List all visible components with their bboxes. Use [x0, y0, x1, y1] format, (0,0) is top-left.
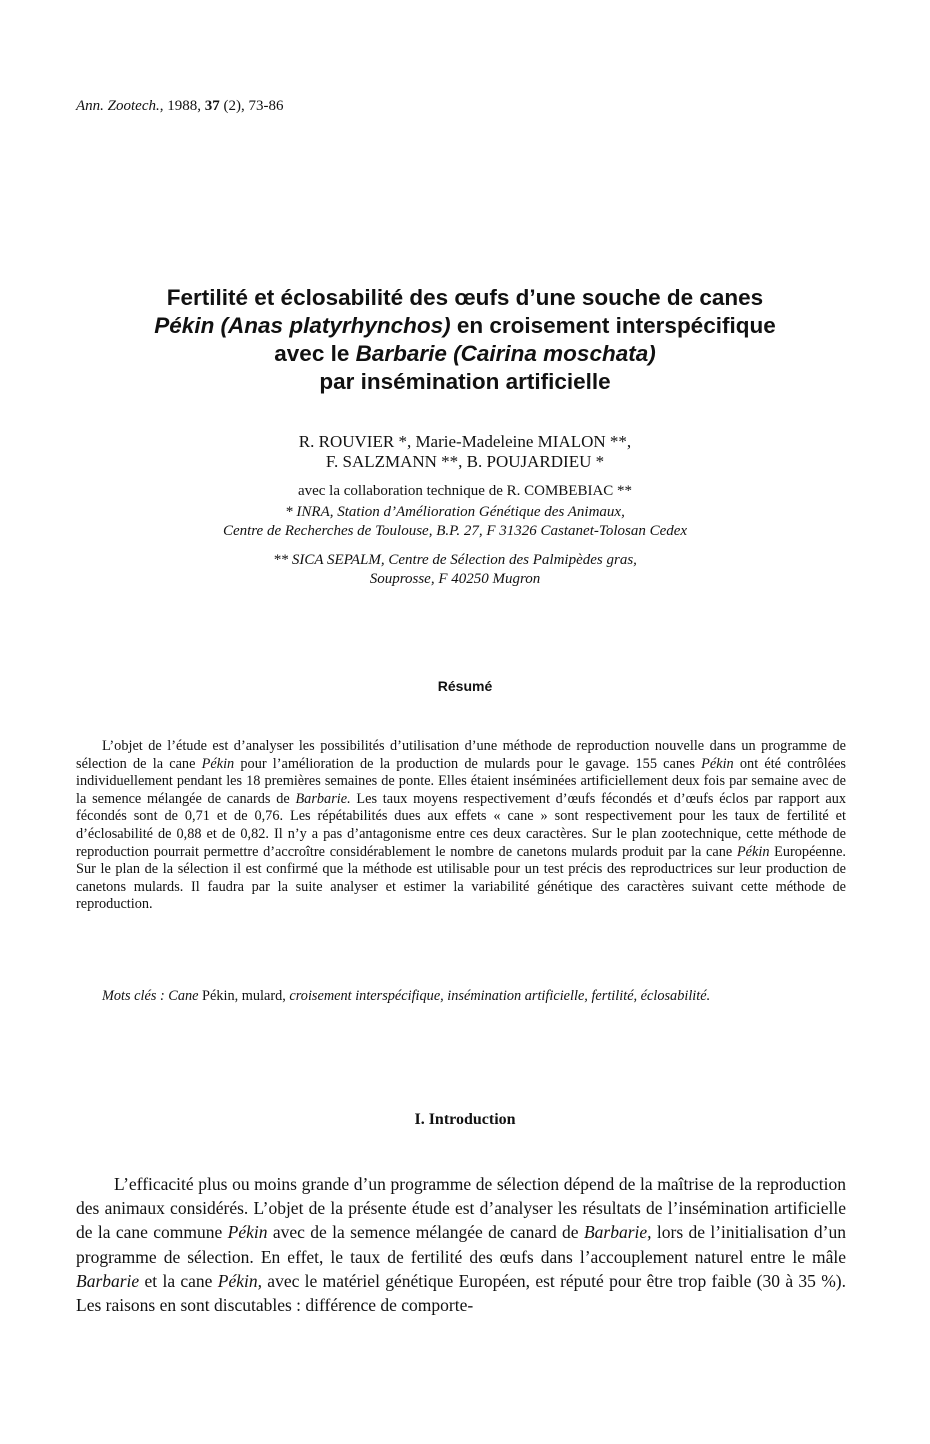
abstract-italic: Pékin — [736, 843, 770, 860]
intro-segment: lors de l’initialisation d’un programme de sélection. En effet, le taux de fertilité des œufs dans l’accouplement naturel entre le mâle — [76, 1222, 846, 1267]
technical-collaboration: avec la collaboration technique de R. COMBEBIAC ** — [297, 483, 633, 499]
intro-italic: Barbarie, — [583, 1222, 652, 1243]
abstract-segment: pour l’amélioration de la production de mulards pour le gavage. 155 canes — [234, 755, 702, 772]
keywords-italic: croisement interspécifique, insémination artificielle, fertilité, éclosabilité. — [289, 988, 711, 1004]
intro-italic: Pékin — [227, 1222, 268, 1243]
intro-segment: L’efficacité plus ou moins grande d’un programme de sélection dépend de la maîtrise de la reproduction des animaux considérés. L’objet de la présente étude est d’analyser les résultats de l’insémination artificielle de la cane commune — [76, 1174, 846, 1243]
abstract-text — [76, 738, 846, 914]
title-text-2: en croisement interspécifique — [450, 313, 776, 338]
abstract-segment: Les taux moyens respectivement d’œufs fécondés et d’œufs éclos par rapport aux fécondés sont de 0,71 et de 0,76. Les répétabilités dues aux effets « cane » sont respectivement pour les taux de fertilité et d’éclosabilité de 0,88 et de 0,82. Il n’y a pas d’antagonisme entre ces deux caractères. Sur le plan zootechnique, cette méthode de reproduction pourrait permettre d’accroître considérablement le nombre de canetons mulards produit par la cane — [76, 790, 846, 860]
authors-line-1: R. ROUVIER *, Marie-Madeleine MIALON **, — [298, 432, 632, 451]
keywords-label: Mots clés : Cane — [102, 988, 199, 1004]
introduction-paragraph — [76, 1172, 846, 1317]
affiliation-sepalm-line-2: Souprosse, F 40250 Mugron — [369, 571, 541, 587]
abstract-italic: Barbarie. — [295, 790, 351, 807]
keywords — [76, 988, 846, 1006]
journal-name: Ann. Zootech. — [76, 98, 160, 114]
abstract-italic: Pékin — [201, 755, 235, 772]
title-text-3: avec le — [274, 341, 356, 366]
keywords-plain: Pékin, mulard, — [198, 988, 290, 1004]
abstract-segment: ont été contrôlées individuellement pendant les 18 premières semaines de ponte. Elles étaient inséminées artificiellement deux fois par semaine avec de la semence mélangée de canards de — [76, 755, 846, 807]
intro-segment: et la cane — [139, 1270, 218, 1291]
authors-line-2: F. SALZMANN **, B. POUJARDIEU * — [325, 452, 605, 471]
intro-segment: avec le matériel génétique Européen, est réputé pour être trop faible (30 à 35 %). Les raisons en sont discutables : différence de comporte- — [76, 1270, 846, 1316]
abstract-italic: Pékin — [701, 755, 734, 772]
abstract-segment: L’objet de l’étude est d’analyser les possibilités d’utilisation d’une méthode de reproduction nouvelle dans un programme de sélection de la cane — [76, 738, 846, 772]
citation-volume: 37 — [204, 98, 220, 114]
title-line-1: Fertilité et éclosabilité des œufs d’une souche de canes — [166, 285, 764, 310]
article-title — [60, 284, 870, 396]
intro-italic: Barbarie — [76, 1270, 140, 1291]
title-line-3 — [60, 340, 870, 368]
journal-citation — [76, 98, 284, 115]
affiliation-sepalm — [0, 551, 910, 589]
intro-segment: avec de la semence mélangée de canard de — [267, 1222, 584, 1243]
affiliation-inra-line-1: * INRA, Station d’Amélioration Génétique des Animaux, — [285, 504, 625, 520]
affiliation-inra-line-2: Centre de Recherches de Toulouse, B.P. 27, F 31326 Castanet-Tolosan Cedex — [222, 523, 688, 539]
title-line-2 — [60, 312, 870, 340]
intro-italic: Pékin, — [217, 1270, 262, 1291]
citation-year: , 1988, — [159, 98, 205, 114]
affiliation-inra — [0, 503, 910, 541]
affiliation-sepalm-line-1: ** SICA SEPALM, Centre de Sélection des Palmipèdes gras, — [273, 552, 637, 568]
introduction-heading: I. Introduction — [414, 1111, 516, 1128]
citation-issue-pages: (2), 73-86 — [219, 98, 284, 114]
title-species-1: Pékin (Anas platyrhynchos) — [154, 313, 451, 338]
abstract-segment: Européenne. Sur le plan de la sélection il est confirmé que la méthode est utilisable pour un test précis des reproductrices sur leur production de canetons mulards. Il faudra par la suite analyser et estimer la variabilité génétique des caractères suivant cette méthode de reproduction. — [76, 843, 846, 913]
resume-heading: Résumé — [437, 678, 493, 694]
authors — [0, 432, 930, 472]
title-line-4: par insémination artificielle — [319, 369, 611, 394]
title-species-2: Barbarie (Cairina moschata) — [355, 341, 656, 366]
